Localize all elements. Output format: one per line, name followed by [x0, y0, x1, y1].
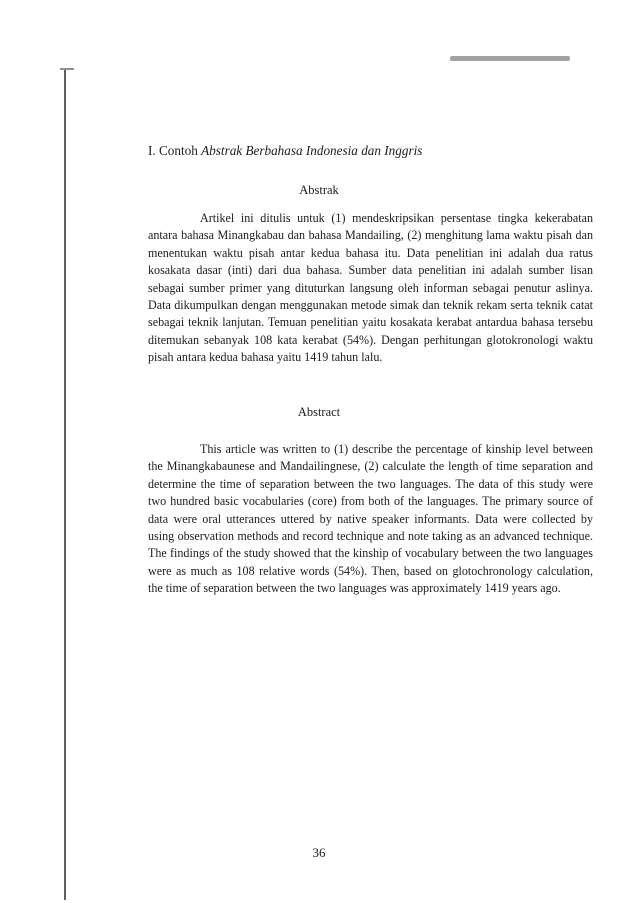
heading-title: Abstrak Berbahasa Indonesia dan Inggris — [201, 143, 423, 158]
heading-prefix: I. Contoh — [148, 143, 202, 158]
abstract-paragraph: This article was written to (1) describe the percentage of kinship level between the Minangkabaunese and Mandailingnese, (2) calculate the length of time separation and determine the time of separation between the two languages. The data of this study were two hundred basic vocabularies (core) from both of the languages. The primary source of data were oral utterances uttered by native speaker informants. Data were collected by using observation methods and record technique and note taking as an advanced technique. The findings of the study showed that the kinship of vocabulary between the two languages were as much as 108 relative words (54%). Then, based on glotochronology calculation, the time of separation between the two languages was approximately 1419 years ago. — [148, 442, 593, 596]
scan-smudge — [450, 56, 570, 61]
abstrak-paragraph: Artikel ini ditulis untuk (1) mendeskripsikan persentase tingka kekerabatan antara bahasa Minangkabau dan bahasa Mandailing, (2) menghitung lama waktu pisah dan menentukan waktu pisah antar kedua bahasa itu. Data penelitian ini adalah dua ratus kosakata dasar (inti) dari dua bahasa. Sumber data penelitian ini adalah sumber lisan sebagai sumber primer yang dituturkan langsung oleh informan sebagai penutur aslinya. Data dikumpulkan dengan menggunakan metode simak dan teknik rekam serta teknik catat sebagai teknik lanjutan. Temuan penelitian yaitu kosakata kerabat antardua bahasa tersebu ditemukan sebanyak 108 kata kerabat (54%). Dengan perhitungan glotokronologi waktu pisah antara kedua bahasa yaitu 1419 tahun lalu. — [148, 211, 593, 365]
page-number: 36 — [312, 845, 326, 860]
abstract-title: Abstract — [297, 405, 341, 419]
abstrak-title: Abstrak — [299, 183, 339, 197]
scan-edge-mark — [60, 68, 74, 70]
section-heading — [148, 143, 422, 159]
